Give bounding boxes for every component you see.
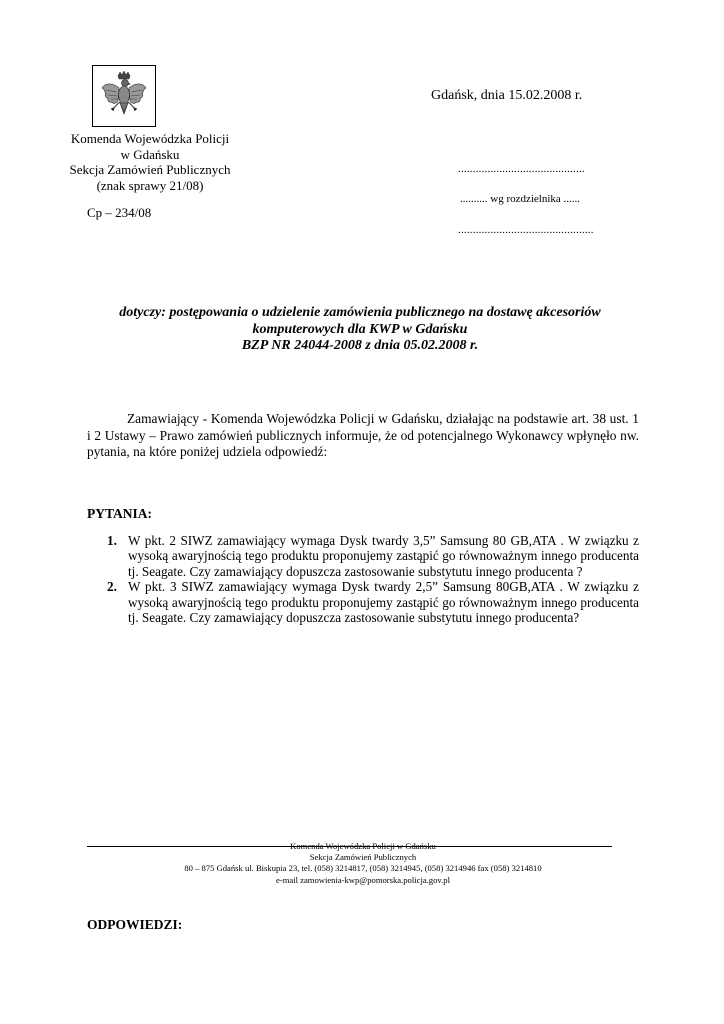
question-item: [87, 533, 639, 579]
questions-list: [87, 533, 639, 625]
sender-line: w Gdańsku: [120, 146, 180, 162]
question-item: [87, 579, 639, 625]
footer-email: e-mail zamowienia-kwp@pomorska.policja.gov.pl: [276, 874, 450, 885]
sender-block: [40, 131, 260, 193]
eagle-icon: [98, 70, 150, 122]
subject-block: [60, 305, 660, 355]
eagle-emblem: [92, 65, 156, 127]
answers-heading: ODPOWIEDZI:: [87, 917, 183, 932]
subject-line: BZP NR 24044-2008 z dnia 05.02.2008 r.: [241, 338, 479, 353]
recipient-label: .......... wg rozdzielnika ......: [460, 193, 581, 205]
footer-line: Komenda Wojewódzka Policji w Gdańsku: [290, 841, 436, 851]
sender-line: (znak sprawy 21/08): [96, 177, 204, 193]
subject-line: dotyczy: postępowania o udzielenie zamówienia publicznego na dostawę akcesoriów: [119, 305, 601, 320]
subject-line: komputerowych dla KWP w Gdańsku: [252, 321, 468, 337]
sender-line: Sekcja Zamówień Publicznych: [69, 162, 231, 177]
footer-block: [87, 841, 639, 886]
date-line: Gdańsk, dnia 15.02.2008 r.: [431, 88, 583, 103]
questions-heading: PYTANIA:: [87, 506, 152, 521]
footer-divider: [87, 846, 612, 847]
question-number: 1.: [107, 533, 117, 548]
sender-line: Komenda Wojewódzka Policji: [70, 131, 230, 146]
recipient-dots-bottom: ..............................................: [458, 224, 594, 236]
question-text: W pkt. 2 SIWZ zamawiający wymaga Dysk twardy 3,5” Samsung 80 GB,ATA . W związku z wysoką awaryjnością tego produktu proponujemy zastąpić go równoważnym innego producenta tj. Seagate. Czy zamawiający dopuszcza zastosowanie substytutu innego producenta ?: [128, 533, 639, 579]
question-text: W pkt. 3 SIWZ zamawiający wymaga Dysk twardy 2,5” Samsung 80GB,ATA . W związku z wysoką awaryjnością tego produktu proponujemy zastąpić go równoważnym innego producenta tj. Seagate. Czy zamawiający dopuszcza zastosowanie substytutu innego producenta?: [128, 579, 639, 626]
reference-number: Cp – 234/08: [87, 205, 152, 220]
footer-line: 80 – 875 Gdańsk ul. Biskupia 23, tel. (058) 3214817, (058) 3214945, (058) 3214946 fax (058) 3214810: [184, 863, 542, 874]
question-number: 2.: [107, 579, 117, 595]
recipient-dots-top: ...........................................: [458, 163, 585, 175]
footer-line: Sekcja Zamówień Publicznych: [309, 852, 417, 863]
intro-paragraph: Zamawiający - Komenda Wojewódzka Policji w Gdańsku, działając na podstawie art. 38 ust. 1 i 2 Ustawy – Prawo zamówień publicznych informuje, że od potencjalnego Wykonawcy wpłynęło nw. pytania, na które poniżej udziela odpowiedź:: [87, 411, 639, 459]
